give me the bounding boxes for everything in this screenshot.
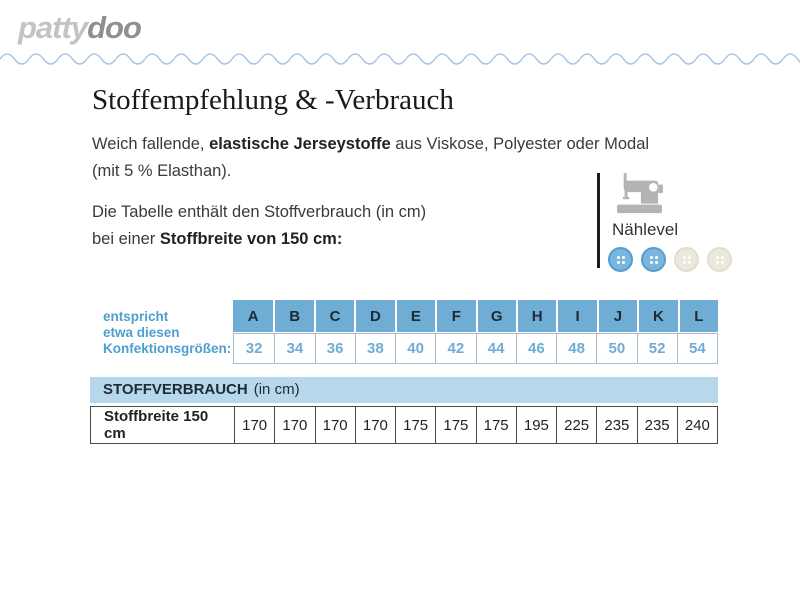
stoffverbrauch-title: STOFFVERBRAUCH (103, 381, 248, 398)
text-segment: Weich fallende, (92, 135, 210, 153)
text-segment: Die Tabelle enthält den Stoffverbrauch (in cm) (92, 203, 427, 221)
size-value-cell: 44 (476, 334, 516, 363)
size-letter-cell: A (233, 300, 273, 332)
pattydoo-logo (18, 10, 141, 46)
button-holes (650, 256, 653, 259)
logo-text-patty: patty (18, 10, 88, 45)
consumption-value-cell: 170 (355, 407, 395, 443)
size-value-cell: 38 (355, 334, 395, 363)
size-letter-cell: H (516, 300, 556, 332)
size-value-cell: 46 (516, 334, 556, 363)
caption-line: etwa diesen (103, 325, 180, 340)
stoffverbrauch-unit: (in cm) (253, 381, 300, 398)
size-value-cell: 34 (274, 334, 314, 363)
button-holes (617, 256, 620, 259)
consumption-value-cell: 170 (274, 407, 314, 443)
size-letter-cell: I (556, 300, 596, 332)
naehlevel-label: Nählevel (612, 220, 679, 239)
consumption-value-cell: 235 (637, 407, 677, 443)
text-segment: aus Viskose, Polyester oder Modal (390, 135, 650, 153)
text-segment-bold: Stoffbreite von 150 cm: (159, 230, 343, 248)
logo-text-doo: doo (87, 10, 141, 45)
level-button-icon-inactive-1 (674, 247, 699, 272)
consumption-value-cell: 175 (395, 407, 435, 443)
size-value-cell: 32 (234, 334, 274, 363)
level-button-icon-inactive-2 (707, 247, 732, 272)
consumption-value-cell: 175 (476, 407, 516, 443)
size-letter-cell: E (395, 300, 435, 332)
wave-divider (0, 51, 800, 67)
size-table (233, 300, 718, 364)
table-description-text (92, 199, 612, 253)
page-title: Stoffempfehlung & -Verbrauch (92, 84, 454, 116)
size-letter-cell: F (435, 300, 475, 332)
consumption-value-cell: 240 (677, 407, 717, 443)
consumption-value-cell: 225 (556, 407, 596, 443)
level-button-icon-active-2 (641, 247, 666, 272)
text-segment: bei einer (92, 230, 160, 248)
sewing-machine-icon (612, 173, 666, 217)
size-letter-cell: C (314, 300, 354, 332)
size-letter-cell: J (597, 300, 637, 332)
difficulty-level-indicator (608, 247, 732, 272)
stoffverbrauch-header-bar (90, 377, 718, 403)
consumption-value-cell: 175 (435, 407, 475, 443)
button-holes (683, 256, 686, 259)
vertical-divider (597, 173, 600, 268)
size-equivalence-caption (103, 309, 231, 357)
size-value-cell: 50 (596, 334, 636, 363)
consumption-value-cell: 170 (234, 407, 274, 443)
level-button-icon-active-1 (608, 247, 633, 272)
size-letter-cell: D (354, 300, 394, 332)
consumption-value-cell: 195 (516, 407, 556, 443)
size-number-row (233, 333, 718, 364)
button-holes (716, 256, 719, 259)
size-value-cell: 42 (435, 334, 475, 363)
consumption-value-cell: 170 (315, 407, 355, 443)
size-value-cell: 54 (677, 334, 717, 363)
size-value-cell: 40 (395, 334, 435, 363)
caption-line: entspricht (103, 309, 169, 324)
size-value-cell: 52 (637, 334, 677, 363)
size-letter-cell: K (637, 300, 677, 332)
size-letter-row (233, 300, 718, 332)
size-value-cell: 48 (556, 334, 596, 363)
consumption-value-cell: 235 (596, 407, 636, 443)
size-letter-cell: L (678, 300, 718, 332)
size-value-cell: 36 (315, 334, 355, 363)
consumption-row-label: Stoffbreite 150 cm (104, 408, 209, 442)
size-letter-cell: G (476, 300, 516, 332)
size-letter-cell: B (273, 300, 313, 332)
text-segment: (mit 5 % Elasthan). (92, 162, 232, 180)
text-segment-bold: elastische Jerseystoffe (209, 135, 391, 153)
consumption-table (90, 406, 718, 444)
caption-line: Konfektionsgrößen: (103, 341, 232, 356)
